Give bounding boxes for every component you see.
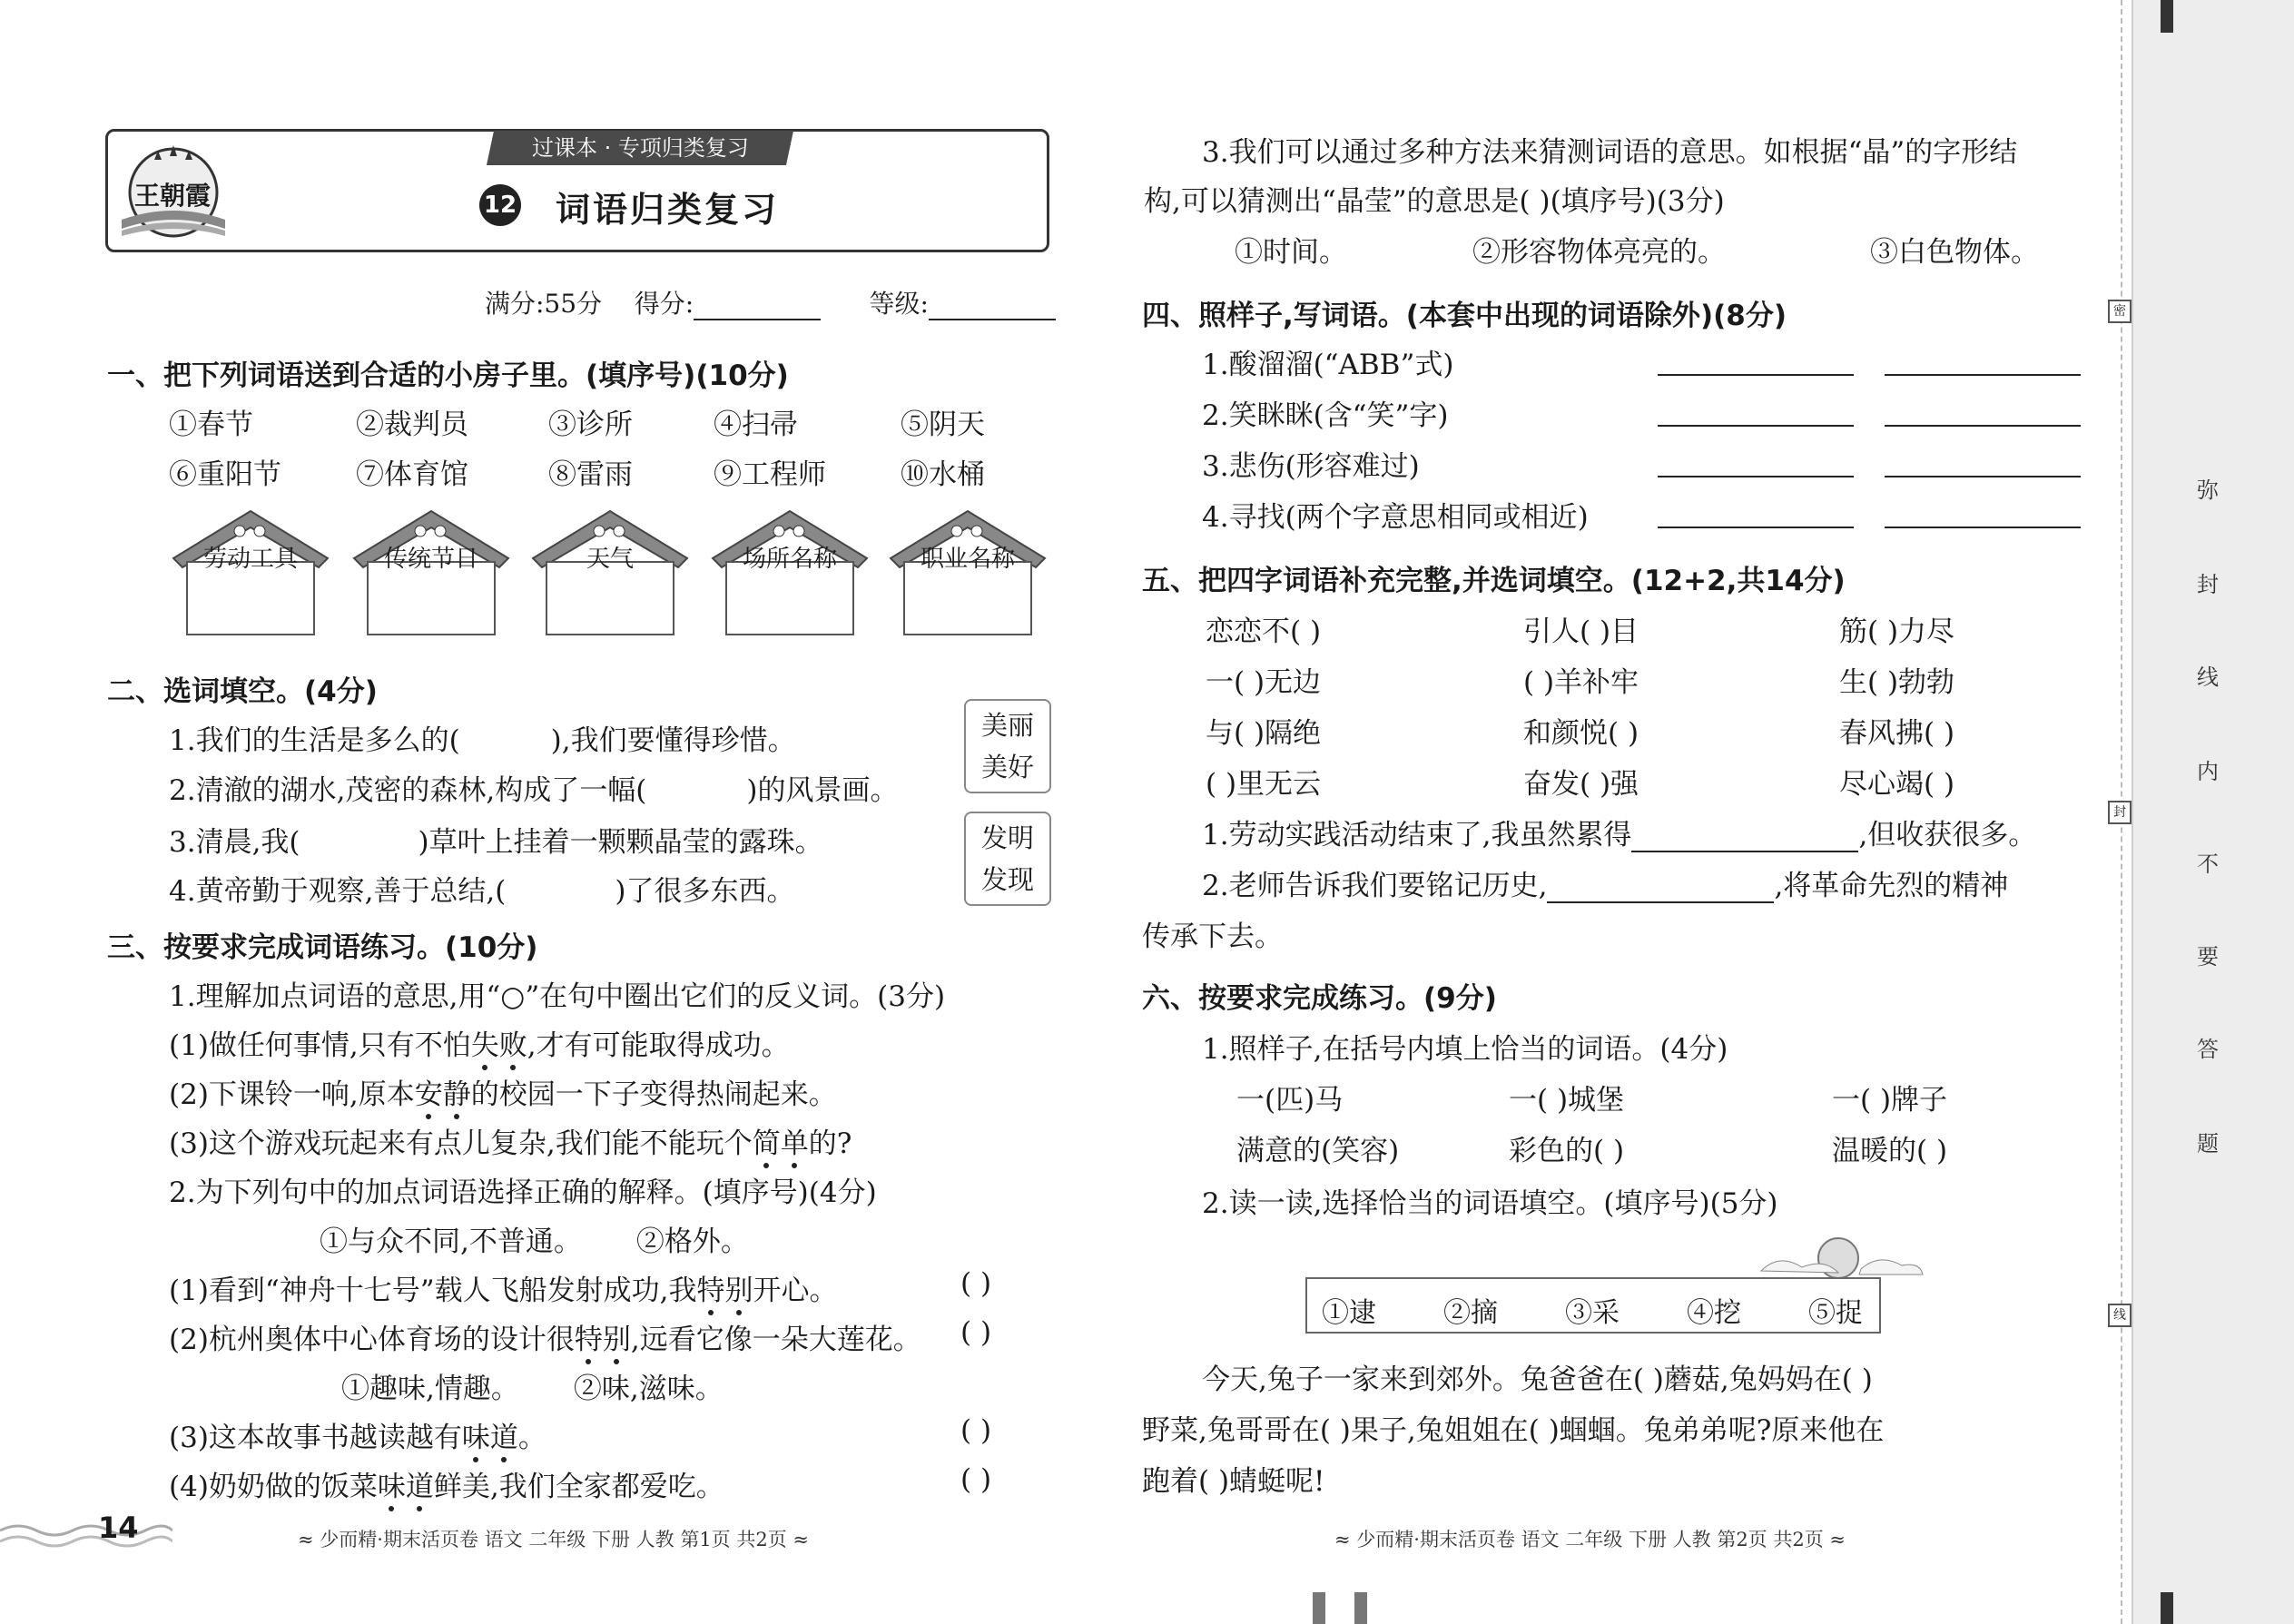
s4-answer-line[interactable] [1885,374,2081,376]
score-line: 满分:55分 得分: 等级: [485,284,1056,320]
lesson-number-badge: 12 [479,184,521,226]
house-jobs[interactable]: 职业名称 [886,504,1049,640]
top-margin-bar [2161,0,2173,33]
section-2-heading: 二、选词填空。(4分) [107,675,378,708]
s3-options-2: ①趣味,情趣。 ②味,滋味。 [341,1373,724,1405]
seal-mark: 线 [2108,1304,2132,1327]
s3-options-1: ①与众不同,不普通。 ②格外。 [320,1225,749,1258]
word-choice-box-2: 发明 发现 [964,812,1051,906]
footer-left: ≈ 少而精·期末活页卷 语文 二年级 下册 人教 第1页 共2页 ≈ [298,1529,809,1550]
s3-question-3-line-2: 构,可以猜测出“晶莹”的意思是( )(填序号)(3分) [1144,185,1725,218]
s5-fill-2: 2.老师告诉我们要铭记历史, ,将革命先烈的精神 [1202,870,2009,902]
logo-text: 王朝霞 [134,181,212,211]
s4-answer-line[interactable] [1658,527,1854,528]
binding-mark [1313,1592,1325,1624]
s3-question-2: 2.为下列句中的加点词语选择正确的解释。(填序号)(4分) [169,1176,877,1209]
house-festivals[interactable]: 传统节日 [350,504,513,640]
section-5-heading: 五、把四字词语补充完整,并选词填空。(12+2,共14分) [1142,565,1846,597]
section-6-heading: 六、按要求完成练习。(9分) [1142,982,1497,1015]
page-number: 14 [98,1511,139,1545]
s4-answer-line[interactable] [1885,425,2081,427]
s6-paragraph-line-3: 跑着( )蜻蜓呢! [1142,1465,1325,1498]
s3-line-2: (2)下课铃一响,原本安静的校园一下子变得热闹起来。 [169,1078,837,1111]
s3-line-1: (1)做任何事情,只有不怕失败,才有可能取得成功。 [169,1029,790,1062]
verb-options-box: ①逮 ②摘 ③采 ④挖 ⑤捉 [1305,1277,1881,1334]
logo [113,136,234,245]
s3-paren-4[interactable]: ( ) [960,1267,992,1300]
s2-question-3: 3.清晨,我( )草叶上挂着一颗颗晶莹的露珠。 [169,826,823,859]
house-places[interactable]: 场所名称 [708,504,871,640]
margin-char: 不 [2197,851,2219,877]
house-weather[interactable]: 天气 [528,504,692,640]
s4-item-3: 3.悲伤(形容难过) [1202,450,1420,483]
s6-question-2: 2.读一读,选择恰当的词语填空。(填序号)(5分) [1202,1187,1778,1220]
margin-char: 要 [2197,944,2219,969]
footer-right: ≈ 少而精·期末活页卷 语文 二年级 下册 人教 第2页 共2页 ≈ [1334,1529,1846,1550]
s4-item-1: 1.酸溜溜(“ABB”式) [1202,349,1454,381]
page-title: 词语归类复习 [556,190,780,230]
s3-paren-6[interactable]: ( ) [960,1414,992,1447]
margin-char: 线 [2197,664,2219,690]
s6-question-1: 1.照样子,在括号内填上恰当的词语。(4分) [1202,1033,1728,1066]
seal-mark: 密 [2108,300,2132,323]
s4-item-4: 4.寻找(两个字意思相同或相近) [1202,501,1589,534]
margin-char: 封 [2197,572,2219,597]
s5-fill-2-cont: 传承下去。 [1142,920,1283,953]
s3-question-3-line-1: 3.我们可以通过多种方法来猜测词语的意思。如根据“晶”的字形结 [1202,136,2018,169]
seal-mark: 封 [2108,801,2132,824]
s3-line-4: (1)看到“神舟十七号”载人飞船发射成功,我特别开心。 [169,1275,838,1307]
margin-char: 答 [2197,1037,2219,1062]
s5-fill-1: 1.劳动实践活动结束了,我虽然累得 ,但收获很多。 [1202,819,2037,851]
s2-question-1: 1.我们的生活是多么的( ),我们要懂得珍惜。 [169,724,796,757]
s4-answer-line[interactable] [1658,374,1854,376]
s4-answer-line[interactable] [1658,425,1854,427]
s3-paren-7[interactable]: ( ) [960,1463,992,1496]
s3-line-5: (2)杭州奥体中心体育场的设计很特别,远看它像一朵大莲花。 [169,1324,921,1356]
s4-answer-line[interactable] [1885,527,2081,528]
section-tag: 过课本 · 专项归类复习 [487,131,793,165]
section-4-heading: 四、照样子,写词语。(本套中出现的词语除外)(8分) [1142,300,1787,332]
s3-question-1: 1.理解加点词语的意思,用“○”在句中圈出它们的反义词。(3分) [169,980,946,1013]
s4-answer-line[interactable] [1658,476,1854,477]
margin-char: 弥 [2197,477,2219,503]
word-choice-box-1: 美丽 美好 [964,699,1051,793]
seal-margin-strip [2132,0,2294,1624]
s6-paragraph-line-1: 今天,兔子一家来到郊外。兔爸爸在( )蘑菇,兔妈妈在( ) [1202,1363,1873,1396]
bottom-margin-bar [2161,1592,2173,1624]
margin-char: 题 [2197,1131,2219,1156]
s6-paragraph-line-2: 野菜,兔哥哥在( )果子,兔姐姐在( )蝈蝈。兔弟弟呢?原来他在 [1142,1414,1885,1447]
s3-paren-5[interactable]: ( ) [960,1316,992,1349]
s3-line-7: (4)奶奶做的饭菜味道鲜美,我们全家都爱吃。 [169,1471,724,1503]
binding-mark [1354,1592,1367,1624]
section-1-heading: 一、把下列词语送到合适的小房子里。(填序号)(10分) [107,359,789,392]
s2-question-4: 4.黄帝勤于观察,善于总结,( )了很多东西。 [169,875,795,908]
s4-item-2: 2.笑眯眯(含“笑”字) [1202,399,1449,432]
s4-answer-line[interactable] [1885,476,2081,477]
s3-line-3: (3)这个游戏玩起来有点儿复杂,我们能不能玩个简单的? [169,1127,852,1160]
s2-question-2: 2.清澈的湖水,茂密的森林,构成了一幅( )的风景画。 [169,774,899,807]
wave-decoration [0,1518,172,1558]
house-tools[interactable]: 劳动工具 [169,504,332,640]
section-3-heading: 三、按要求完成词语练习。(10分) [107,931,538,964]
s3-line-6: (3)这本故事书越读越有味道。 [169,1422,546,1454]
margin-char: 内 [2197,759,2219,784]
